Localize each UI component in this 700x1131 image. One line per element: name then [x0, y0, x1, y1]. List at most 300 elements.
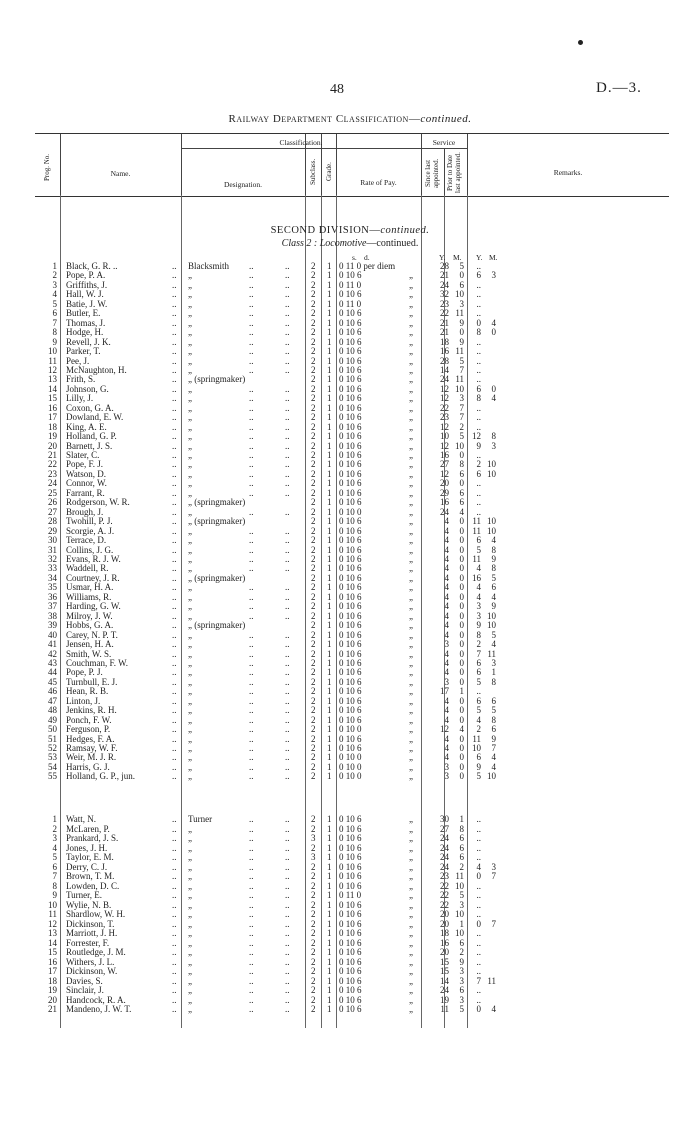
prior-years: 6: [476, 383, 481, 394]
designation: „: [188, 421, 192, 432]
rate-of-pay: 0 10 6: [339, 676, 362, 687]
prior-years: ..: [476, 336, 481, 347]
since-months: 10: [455, 289, 464, 300]
grade: 1: [327, 676, 332, 687]
since-years: 24: [440, 506, 449, 517]
ditto-mark: „: [409, 890, 413, 900]
since-years: 18: [440, 336, 449, 347]
prog-no: 20: [48, 994, 57, 1005]
prior-years: 5: [476, 771, 481, 782]
rate-of-pay: 0 10 6: [339, 918, 362, 929]
designation: „: [188, 535, 192, 545]
leader-dots: ..: [285, 535, 290, 545]
leader-dots: ..: [285, 985, 290, 995]
prog-no: 15: [48, 947, 57, 957]
subclass: 2: [311, 383, 316, 394]
prior-months: 5: [491, 572, 496, 583]
prior-months: 4: [491, 393, 496, 404]
leader-dots: ..: [172, 880, 177, 891]
ditto-mark: „: [409, 1004, 413, 1014]
prior-years: 6: [476, 468, 481, 479]
class-heading-name: Locomotive: [319, 238, 367, 249]
leader-dots: ..: [285, 833, 290, 843]
grade: 1: [327, 1004, 332, 1014]
prior-months: 3: [491, 440, 496, 451]
employee-name: McLaren, P.: [66, 823, 110, 834]
ditto-mark: „: [409, 657, 413, 668]
employee-name: Brough, J.: [66, 506, 104, 517]
grade: 1: [327, 947, 332, 957]
since-months: 5: [459, 355, 464, 366]
designation: „: [188, 861, 192, 872]
prior-years: 9: [476, 440, 481, 451]
prior-years: ..: [476, 909, 481, 919]
employee-name: Marriott, J. H.: [66, 928, 118, 938]
prog-no: 53: [48, 752, 57, 763]
since-months: 0: [459, 676, 464, 687]
prog-no: 44: [48, 667, 57, 678]
prog-no: 27: [48, 506, 57, 517]
ditto-mark: „: [409, 695, 413, 706]
rate-of-pay: 0 10 6: [339, 468, 362, 479]
leader-dots: ..: [285, 563, 290, 574]
subclass: 2: [311, 431, 316, 442]
employee-name: Thomas, J.: [66, 317, 106, 328]
since-months: 0: [459, 771, 464, 782]
prior-months: 10: [487, 468, 496, 479]
since-years: 4: [444, 733, 449, 744]
employee-name: Williams, R.: [66, 591, 112, 602]
prior-years: 8: [476, 629, 481, 640]
employee-name: Routledge, J. M.: [66, 947, 126, 957]
leader-dots: ..: [172, 582, 177, 593]
since-months: 10: [455, 440, 464, 451]
employee-name: Withers, J. L.: [66, 956, 115, 967]
leader-dots: ..: [172, 833, 177, 843]
grade: 1: [327, 308, 332, 319]
leader-dots: ..: [285, 591, 290, 602]
prog-no: 24: [48, 478, 57, 489]
subclass: 2: [311, 544, 316, 555]
grade: 1: [327, 880, 332, 891]
prior-months: 3: [491, 270, 496, 281]
leader-dots: ..: [285, 918, 290, 929]
rate-of-pay: 0 10 0: [339, 724, 362, 734]
since-months: 6: [459, 842, 464, 853]
since-years: 21: [440, 270, 449, 281]
prog-no: 42: [48, 648, 57, 659]
since-months: 10: [455, 909, 464, 919]
ditto-mark: „: [409, 620, 413, 631]
leader-dots: ..: [249, 975, 254, 986]
subclass: 2: [311, 478, 316, 489]
leader-dots: ..: [249, 880, 254, 891]
subclass: 2: [311, 880, 316, 891]
designation: „: [188, 478, 192, 489]
grade: 1: [327, 657, 332, 668]
grade: 1: [327, 279, 332, 290]
employee-name: Hean, R. B.: [66, 686, 109, 697]
designation: „: [188, 355, 192, 366]
prior-months: 8: [491, 544, 496, 555]
rate-of-pay: 0 10 6: [339, 956, 362, 967]
header-since-last: Since last appointed.: [424, 158, 440, 188]
prog-no: 14: [48, 383, 57, 394]
subclass: 2: [311, 771, 316, 782]
rate-of-pay: 0 10 6: [339, 336, 362, 347]
prog-no: 28: [48, 516, 57, 527]
leader-dots: ..: [285, 752, 290, 763]
header-remarks: Remarks.: [553, 168, 583, 177]
subclass: 2: [311, 525, 316, 536]
rate-of-pay: 0 10 6: [339, 620, 362, 631]
ditto-mark: „: [409, 327, 413, 338]
rate-of-pay: 0 10 6: [339, 899, 362, 910]
leader-dots: ..: [172, 695, 177, 706]
leader-dots: ..: [249, 733, 254, 744]
prog-no: 23: [48, 468, 57, 479]
ditto-mark: „: [409, 459, 413, 470]
rate-of-pay: 0 10 6: [339, 478, 362, 489]
leader-dots: ..: [249, 317, 254, 328]
subclass: 2: [311, 610, 316, 621]
prior-years: 11: [472, 554, 481, 564]
subclass: 2: [311, 861, 316, 872]
prog-no: 6: [52, 308, 57, 319]
ditto-mark: „: [409, 421, 413, 432]
since-months: 0: [459, 601, 464, 612]
since-months: 0: [459, 714, 464, 725]
leader-dots: ..: [285, 676, 290, 687]
ditto-mark: „: [409, 937, 413, 948]
header-service: Service: [432, 138, 456, 147]
leader-dots: ..: [172, 1004, 177, 1014]
grade: 1: [327, 374, 332, 385]
prior-years: 3: [476, 610, 481, 621]
prior-years: ..: [476, 966, 481, 976]
ditto-mark: „: [409, 899, 413, 910]
prior-months: 0: [491, 383, 496, 394]
leader-dots: ..: [285, 317, 290, 328]
prog-no: 16: [48, 402, 57, 413]
subclass: 2: [311, 629, 316, 640]
rate-of-pay: 0 10 6: [339, 629, 362, 640]
subclass: 2: [311, 814, 316, 824]
ditto-mark: „: [409, 317, 413, 328]
subclass: 2: [311, 308, 316, 319]
designation: „: [188, 761, 192, 772]
leader-dots: ..: [172, 761, 177, 772]
since-years: 30: [440, 814, 449, 824]
subclass: 2: [311, 336, 316, 347]
since-years: 32: [440, 289, 449, 300]
leader-dots: ..: [285, 686, 290, 697]
designation: „: [188, 937, 192, 948]
designation: „: [188, 317, 192, 328]
leader-dots: ..: [249, 890, 254, 900]
since-years: 4: [444, 648, 449, 659]
leader-dots: ..: [285, 667, 290, 678]
designation: „: [188, 752, 192, 763]
prior-years: 2: [476, 724, 481, 734]
leader-dots: ..: [285, 610, 290, 621]
prior-years: 7: [476, 648, 481, 659]
designation: „: [188, 842, 192, 853]
leader-dots: ..: [172, 554, 177, 564]
prior-years: ..: [476, 937, 481, 948]
prior-months: 4: [491, 752, 496, 763]
subclass: 2: [311, 733, 316, 744]
leader-dots: ..: [285, 289, 290, 300]
since-months: 10: [455, 880, 464, 891]
leader-dots: ..: [172, 487, 177, 498]
since-months: 6: [459, 833, 464, 843]
leader-dots: ..: [249, 842, 254, 853]
leader-dots: ..: [172, 714, 177, 725]
employee-name: Dowland, E. W.: [66, 412, 124, 423]
leader-dots: ..: [172, 298, 177, 309]
since-years: 4: [444, 657, 449, 668]
ditto-mark: „: [409, 478, 413, 489]
employee-name: Courtney, J. R.: [66, 572, 120, 583]
since-years: 4: [444, 629, 449, 640]
rate-of-pay: 0 10 6: [339, 657, 362, 668]
since-years: 3: [444, 761, 449, 772]
rate-of-pay: 0 10 6: [339, 289, 362, 300]
employee-name: Pope, F. J.: [66, 459, 104, 470]
leader-dots: ..: [172, 450, 177, 460]
rate-of-pay: 0 10 6: [339, 823, 362, 834]
designation: „: [188, 676, 192, 687]
since-months: 6: [459, 937, 464, 948]
grade: 1: [327, 563, 332, 574]
document-reference: D.—3.: [596, 80, 642, 96]
leader-dots: ..: [285, 327, 290, 338]
subclass: 2: [311, 985, 316, 995]
grade: 1: [327, 994, 332, 1005]
prior-months: 4: [491, 639, 496, 649]
employee-name: Turnbull, E. J.: [66, 676, 118, 687]
employee-name: Prankard, J. S.: [66, 833, 119, 843]
prior-years: ..: [476, 985, 481, 995]
leader-dots: ..: [172, 478, 177, 489]
ditto-mark: „: [409, 676, 413, 687]
leader-dots: ..: [249, 714, 254, 725]
prior-years: ..: [476, 478, 481, 489]
since-years: 20: [440, 947, 449, 957]
since-years: 16: [440, 346, 449, 357]
since-months: 0: [459, 620, 464, 631]
grade: 1: [327, 478, 332, 489]
leader-dots: ..: [249, 279, 254, 290]
leader-dots: ..: [285, 506, 290, 517]
rate-of-pay: 0 10 6: [339, 833, 362, 843]
since-years: 22: [440, 899, 449, 910]
prior-years: 4: [476, 861, 481, 872]
subclass: 2: [311, 289, 316, 300]
since-years: 4: [444, 743, 449, 753]
designation: „: [188, 918, 192, 929]
employee-name: Frith, S.: [66, 374, 96, 385]
since-years: 24: [440, 374, 449, 385]
leader-dots: ..: [249, 459, 254, 470]
since-months: 0: [459, 657, 464, 668]
since-years: 4: [444, 554, 449, 564]
since-years: 4: [444, 601, 449, 612]
prior-months: 10: [487, 620, 496, 631]
since-years: 17: [440, 686, 449, 697]
prior-years: 3: [476, 601, 481, 612]
prior-years: ..: [476, 947, 481, 957]
since-months: 3: [459, 975, 464, 986]
since-months: 0: [459, 554, 464, 564]
since-years: 22: [440, 890, 449, 900]
since-years: 23: [440, 412, 449, 423]
employee-name: Terrace, D.: [66, 535, 107, 545]
leader-dots: ..: [285, 695, 290, 706]
since-years: 12: [440, 724, 449, 734]
grade: 1: [327, 525, 332, 536]
since-months: 0: [459, 639, 464, 649]
since-months: 7: [459, 402, 464, 413]
leader-dots: ..: [285, 947, 290, 957]
employee-name: Mandeno, J. W. T.: [66, 1004, 132, 1014]
prior-years: 11: [472, 516, 481, 527]
since-months: 9: [459, 317, 464, 328]
rate-of-pay: 0 10 6: [339, 639, 362, 649]
prior-years: 8: [476, 327, 481, 338]
grade: 1: [327, 648, 332, 659]
ditto-mark: „: [409, 355, 413, 366]
grade: 1: [327, 639, 332, 649]
prior-years: 5: [476, 544, 481, 555]
ditto-mark: „: [409, 582, 413, 593]
ditto-mark: „: [409, 346, 413, 357]
grade: 1: [327, 985, 332, 995]
rate-of-pay: 0 10 6: [339, 880, 362, 891]
grade: 1: [327, 937, 332, 948]
prior-years: ..: [476, 355, 481, 366]
employee-name: Jones, J. H.: [66, 842, 108, 853]
ditto-mark: „: [409, 648, 413, 659]
leader-dots: ..: [249, 440, 254, 451]
title-continued: continued.: [420, 113, 472, 125]
employee-name: Johnson, G.: [66, 383, 109, 394]
grade: 1: [327, 412, 332, 423]
leader-dots: ..: [249, 431, 254, 442]
prog-no: 50: [48, 724, 57, 734]
employee-name: Butler, E.: [66, 308, 101, 319]
rate-of-pay: 0 10 6: [339, 421, 362, 432]
subclass: 2: [311, 937, 316, 948]
grade: 1: [327, 554, 332, 564]
employee-name: Rodgerson, W. R.: [66, 497, 130, 508]
prog-no: 8: [52, 880, 57, 891]
subclass: 2: [311, 516, 316, 527]
ditto-mark: „: [409, 966, 413, 976]
since-years: 29: [440, 487, 449, 498]
designation: „: [188, 431, 192, 442]
rate-of-pay: 0 10 6: [339, 402, 362, 413]
leader-dots: ..: [249, 421, 254, 432]
leader-dots: ..: [285, 771, 290, 782]
leader-dots: ..: [172, 497, 177, 508]
designation: „: [188, 610, 192, 621]
since-months: 10: [455, 928, 464, 938]
leader-dots: ..: [249, 327, 254, 338]
ditto-mark: „: [409, 402, 413, 413]
employee-name: Couchman, F. W.: [66, 657, 129, 668]
designation: „: [188, 947, 192, 957]
prior-months: 3: [491, 861, 496, 872]
designation: Blacksmith: [188, 261, 229, 271]
prior-years: ..: [476, 412, 481, 423]
subclass: 2: [311, 994, 316, 1005]
leader-dots: ..: [172, 733, 177, 744]
since-years: 12: [440, 468, 449, 479]
grade: 1: [327, 861, 332, 872]
since-years: 24: [440, 842, 449, 853]
subclass: 2: [311, 705, 316, 716]
header-rate: Rate of Pay.: [360, 178, 397, 187]
designation: „: [188, 743, 192, 753]
prior-years: ..: [476, 279, 481, 290]
since-years: 19: [440, 994, 449, 1005]
since-years: 15: [440, 956, 449, 967]
leader-dots: ..: [172, 591, 177, 602]
leader-dots: ..: [285, 657, 290, 668]
designation: „: [188, 823, 192, 834]
prog-no: 41: [48, 639, 57, 649]
leader-dots: ..: [172, 601, 177, 612]
leader-dots: ..: [249, 861, 254, 872]
since-months: 0: [459, 610, 464, 621]
designation: „: [188, 1004, 192, 1014]
ditto-mark: „: [409, 985, 413, 995]
grade: 1: [327, 298, 332, 309]
rate-of-pay: 0 10 0: [339, 771, 362, 782]
designation: „: [188, 667, 192, 678]
ditto-mark: „: [409, 374, 413, 385]
subclass: 2: [311, 563, 316, 574]
leader-dots: ..: [285, 412, 290, 423]
prior-months: 1: [491, 667, 496, 678]
since-months: 0: [459, 535, 464, 545]
subclass: 2: [311, 639, 316, 649]
leader-dots: ..: [285, 554, 290, 564]
rate-of-pay: 0 10 6: [339, 383, 362, 394]
prog-no: 33: [48, 563, 57, 574]
prog-no: 31: [48, 544, 57, 555]
employee-name: Brown, T. M.: [66, 871, 115, 881]
ditto-mark: „: [409, 880, 413, 891]
subclass: 2: [311, 440, 316, 451]
since-months: 11: [455, 308, 464, 319]
leader-dots: ..: [285, 261, 290, 271]
leader-dots: ..: [172, 412, 177, 423]
leader-dots: ..: [285, 871, 290, 881]
leader-dots: ..: [249, 771, 254, 782]
prior-years: ..: [476, 686, 481, 697]
ditto-mark: „: [409, 468, 413, 479]
leader-dots: ..: [172, 355, 177, 366]
ditto-mark: „: [409, 487, 413, 498]
grade: 1: [327, 270, 332, 281]
leader-dots: ..: [285, 450, 290, 460]
leader-dots: ..: [285, 346, 290, 357]
rate-of-pay: 0 10 6: [339, 317, 362, 328]
leader-dots: ..: [249, 994, 254, 1005]
